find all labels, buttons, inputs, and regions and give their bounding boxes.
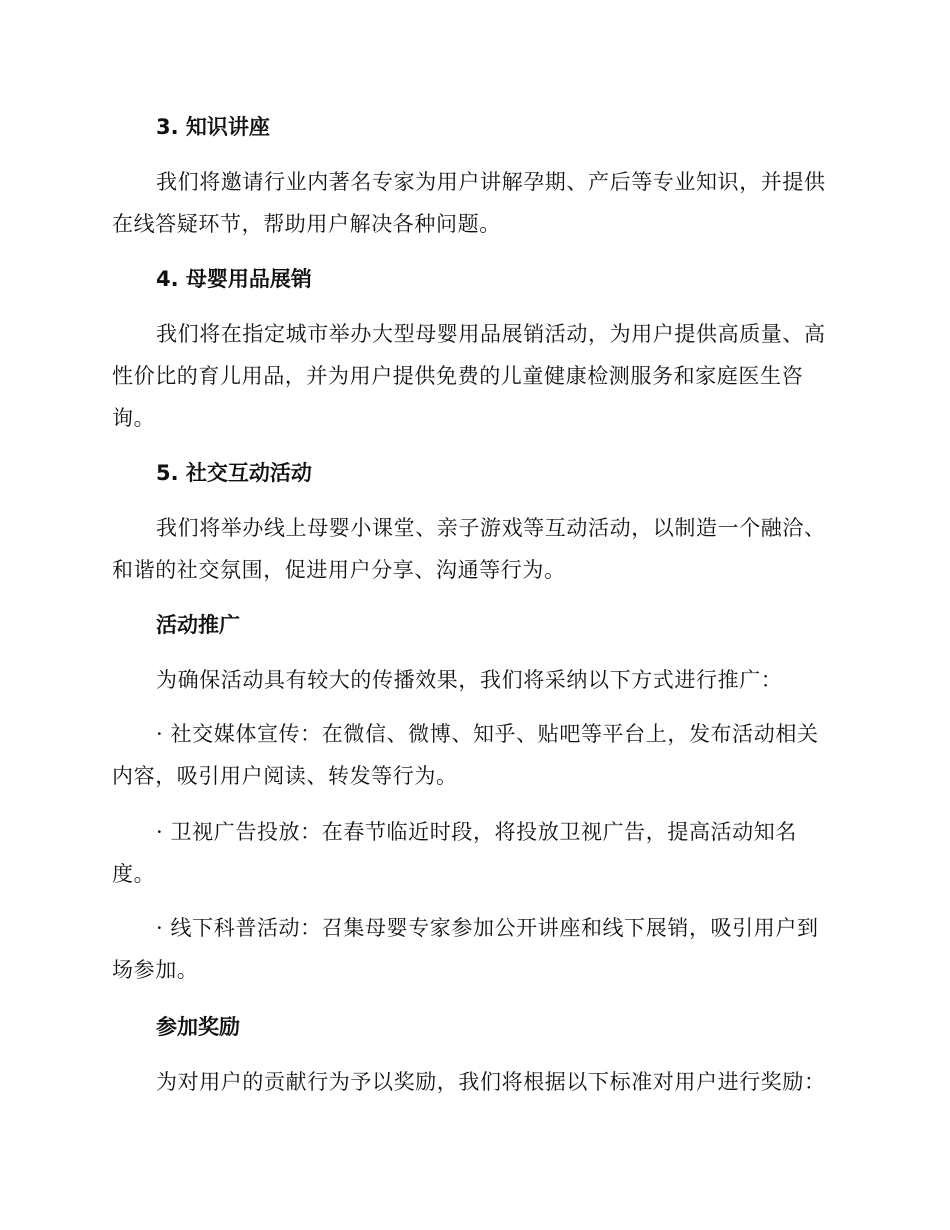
- section-heading-rewards: 参加奖励: [156, 1015, 240, 1039]
- section-heading-baby-products-expo: 4. 母婴用品展销: [156, 267, 312, 291]
- paragraph-promotion-social-media: · 社交媒体宣传：在微信、微博、知乎、贴吧等平台上，发布活动相关内容，吸引用户阅读、转发等行为。: [112, 722, 819, 788]
- paragraph-promotion-intro: 为确保活动具有较大的传播效果，我们将采纳以下方式进行推广：: [156, 668, 783, 692]
- paragraph-promotion-tv-ads: · 卫视广告投放：在春节临近时段，将投放卫视广告，提高活动知名度。: [112, 820, 797, 886]
- section-heading-knowledge-lecture: 3. 知识讲座: [156, 115, 270, 139]
- paragraph-knowledge-lecture: 我们将邀请行业内著名专家为用户讲解孕期、产后等专业知识，并提供在线答疑环节，帮助用户解决各种问题。: [112, 170, 826, 236]
- paragraph-rewards-intro: 为对用户的贡献行为予以奖励，我们将根据以下标准对用户进行奖励：: [156, 1070, 826, 1094]
- paragraph-baby-products-expo: 我们将在指定城市举办大型母婴用品展销活动，为用户提供高质量、高性价比的育儿用品，并为用户提供免费的儿童健康检测服务和家庭医生咨询。: [112, 322, 826, 430]
- paragraph-social-activities: 我们将举办线上母婴小课堂、亲子游戏等互动活动，以制造一个融洽、和谐的社交氛围，促进用户分享、沟通等行为。: [112, 516, 826, 582]
- section-heading-social-activities: 5. 社交互动活动: [156, 461, 312, 485]
- section-heading-promotion: 活动推广: [156, 613, 240, 637]
- paragraph-promotion-offline: · 线下科普活动：召集母婴专家参加公开讲座和线下展销，吸引用户到场参加。: [112, 916, 819, 982]
